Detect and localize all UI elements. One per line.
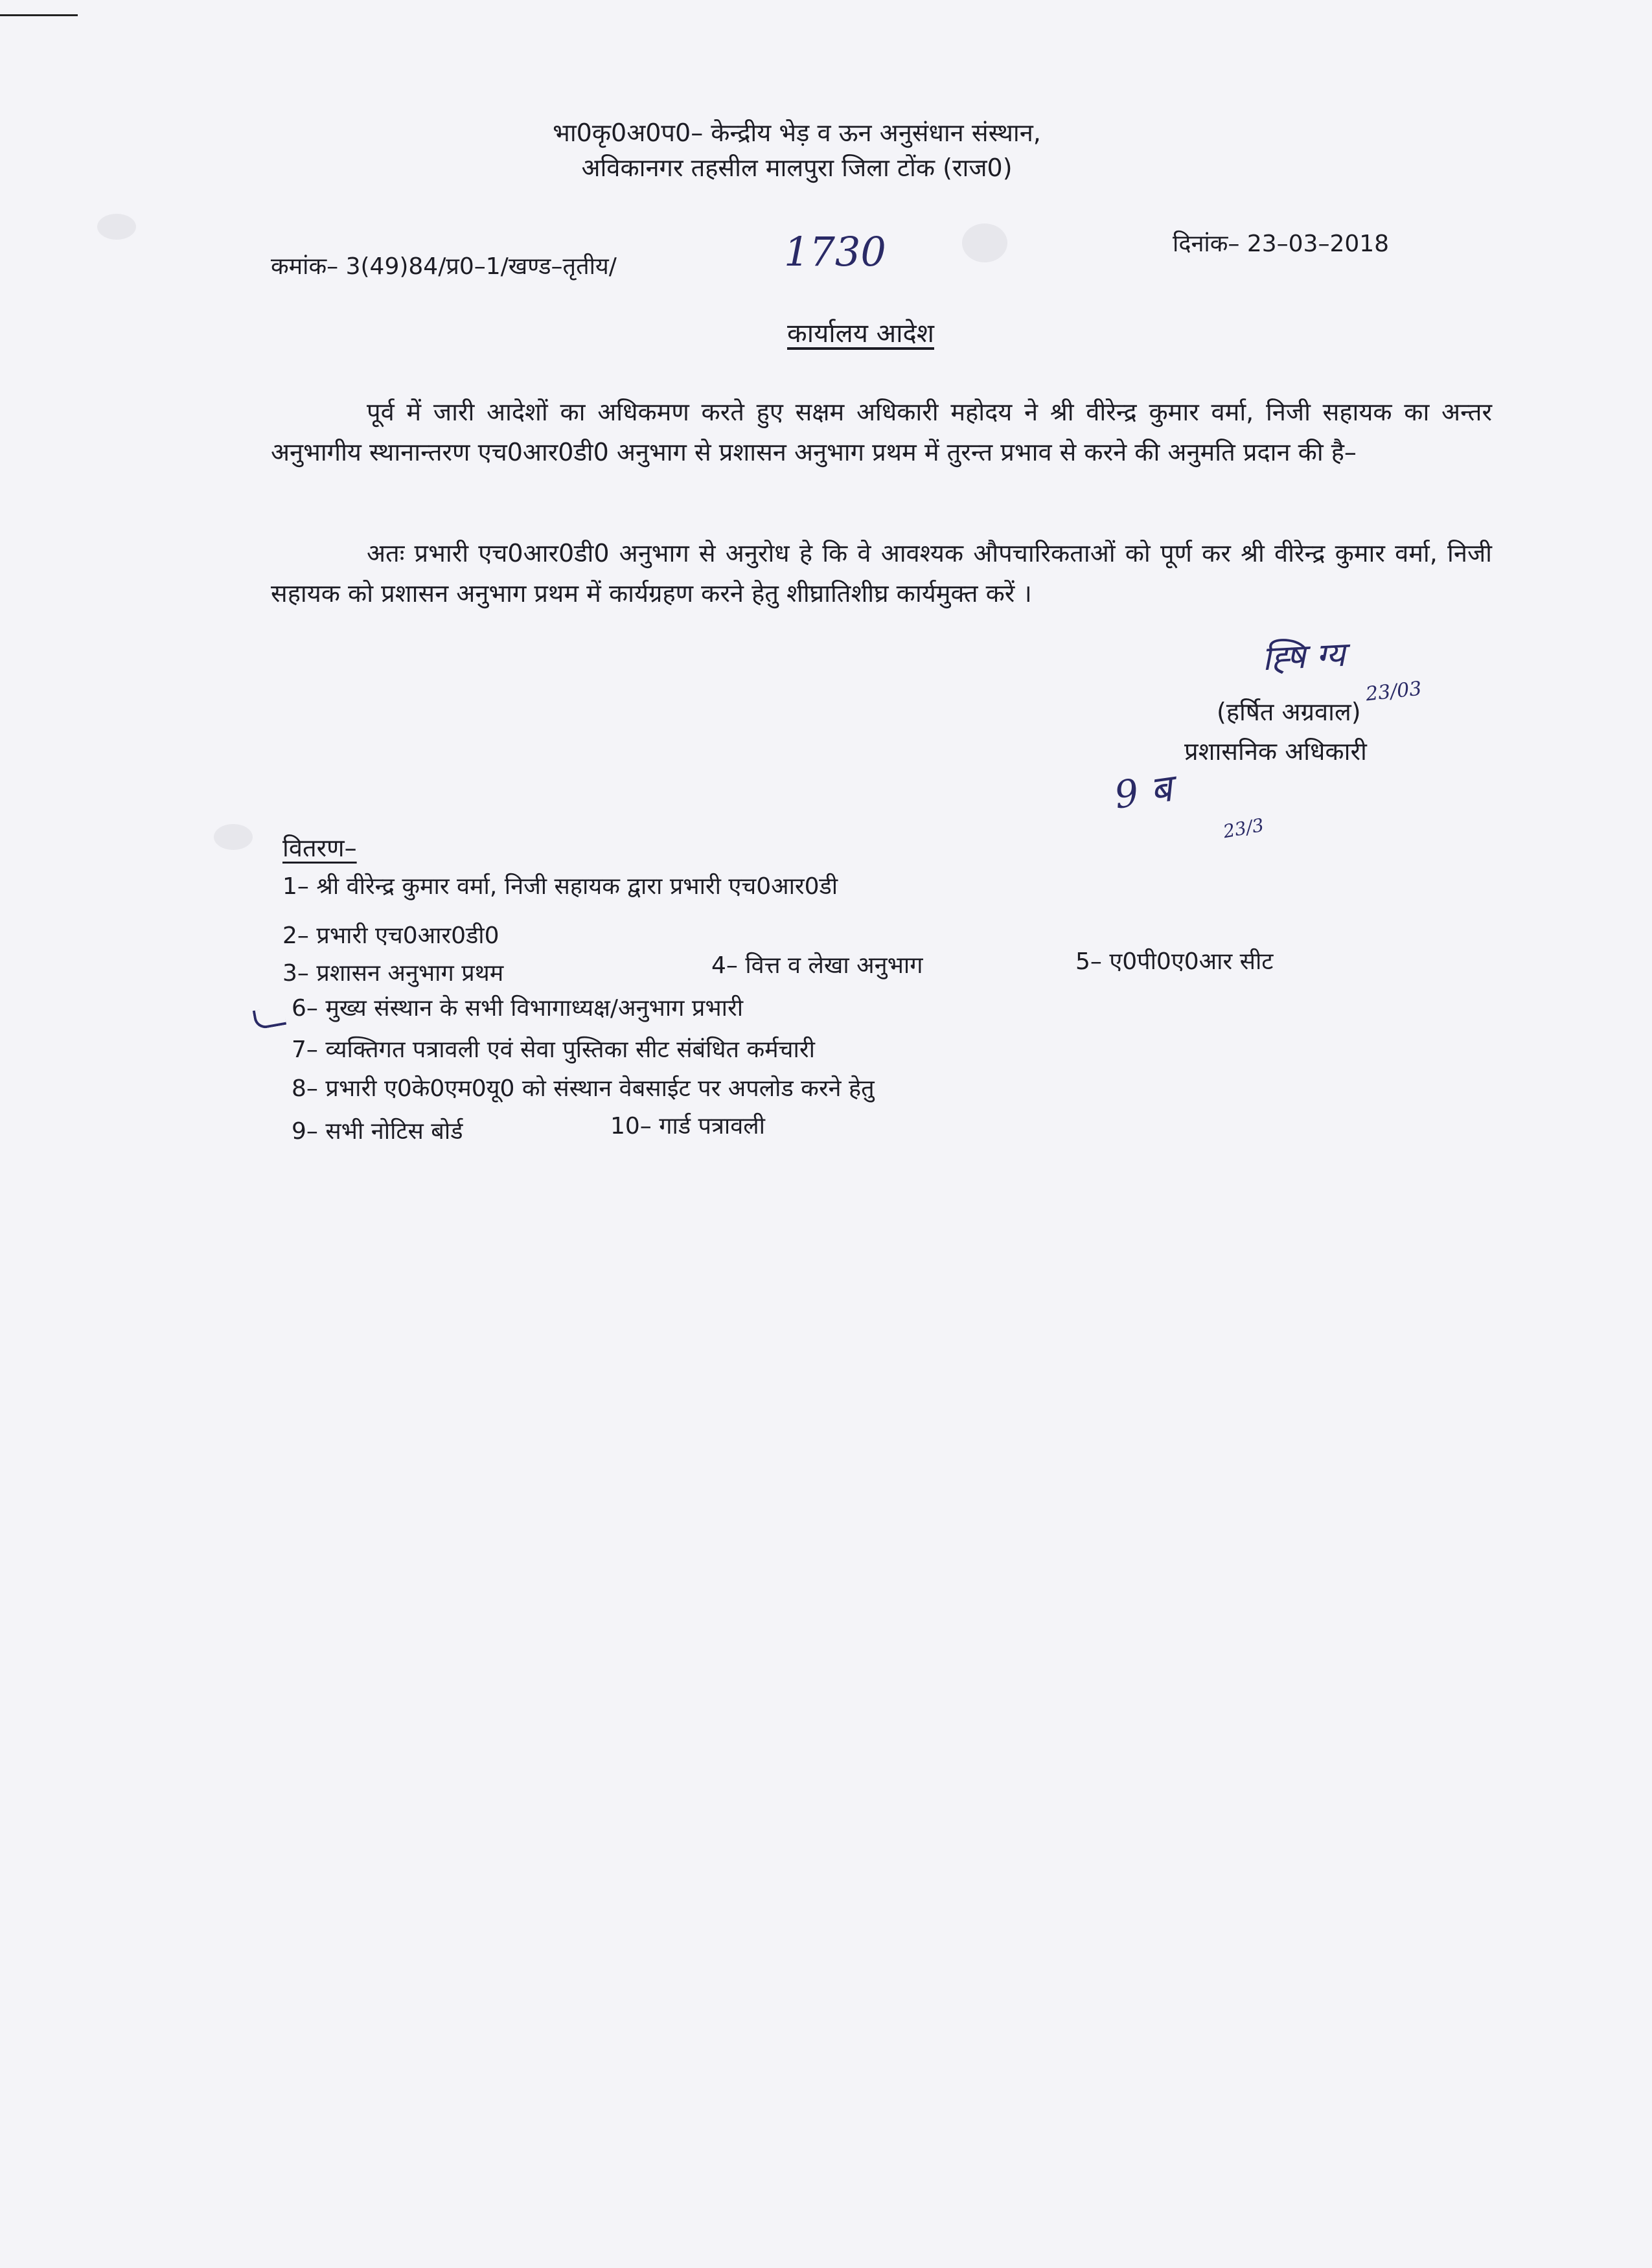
distribution-item: 5– ए0पी0ए0आर सीट — [1075, 948, 1274, 975]
distribution-item: 8– प्रभारी ए0के0एम0यू0 को संस्थान वेबसाईट पर अपलोड करने हेतु — [292, 1075, 875, 1102]
handwritten-signature: ह्षि ग्य — [1261, 635, 1346, 679]
distribution-item: 3– प्रशासन अनुभाग प्रथम — [282, 960, 504, 987]
signatory-name: (हर्षित अग्रवाल) — [1217, 698, 1361, 726]
institute-address: अविकानगर तहसील मालपुरा जिला टोंक (राज0) — [581, 154, 1013, 182]
distribution-item: 6– मुख्य संस्थान के सभी विभागाध्यक्ष/अनुभाग प्रभारी — [292, 995, 744, 1022]
order-paragraph-2: अतः प्रभारी एच0आर0डी0 अनुभाग से अनुरोध हे कि वे आवश्यक औपचारिकताओं को पूर्ण कर श्री वीरेन्द्र कुमार वर्मा, निजी सहायक को प्रशासन अनुभाग प्रथम में कार्यग्रहण करने हेतु शीघ्रातिशीघ्र कार्यमुक्त करें । — [271, 539, 1492, 608]
handwritten-dispatch-number: 1730 — [784, 228, 886, 275]
order-date: दिनांक– 23–03–2018 — [1173, 231, 1390, 257]
scan-smudge — [97, 214, 136, 240]
distribution-item: 4– वित्त व लेखा अनुभाग — [711, 952, 923, 979]
distribution-item: 9– सभी नोटिस बोर्ड — [292, 1118, 463, 1145]
distribution-title: वितरण– — [282, 834, 357, 862]
distribution-item: 7– व्यक्तिगत पत्रावली एवं सेवा पुस्तिका सीट संबंधित कर्मचारी — [292, 1037, 815, 1063]
reference-number: कमांक– 3(49)84/प्र0–1/खण्ड–तृतीय/ — [271, 253, 617, 280]
scan-edge-line — [0, 14, 78, 16]
handwritten-initials-date: 23/3 — [1221, 814, 1266, 843]
distribution-item: 1– श्री वीरेन्द्र कुमार वर्मा, निजी सहायक द्वारा प्रभारी एच0आर0डी — [282, 873, 838, 900]
handwritten-tick-mark — [253, 1005, 286, 1030]
distribution-item: 2– प्रभारी एच0आर0डी0 — [282, 922, 499, 949]
handwritten-initials: 9 ब — [1112, 766, 1175, 818]
institute-name: भा0कृ0अ0प0– केन्द्रीय भेड़ व ऊन अनुसंधान संस्थान, — [553, 119, 1041, 147]
order-title: कार्यालय आदेश — [787, 319, 934, 349]
handwritten-signature-date: 23/03 — [1364, 677, 1423, 706]
scan-smudge — [962, 223, 1007, 262]
distribution-item: 10– गार्ड पत्रावली — [610, 1113, 765, 1140]
signatory-designation: प्रशासनिक अधिकारी — [1184, 737, 1367, 766]
scan-smudge — [214, 824, 253, 850]
order-paragraph-1: पूर्व में जारी आदेशों का अधिकमण करते हुए सक्षम अधिकारी महोदय ने श्री वीरेन्द्र कुमार वर्मा, निजी सहायक का अन्तर अनुभागीय स्थानान्तरण एच0आर0डी0 अनुभाग से प्रशासन अनुभाग प्रथम में तुरन्त प्रभाव से करने की अनुमति प्रदान की है– — [271, 398, 1492, 466]
